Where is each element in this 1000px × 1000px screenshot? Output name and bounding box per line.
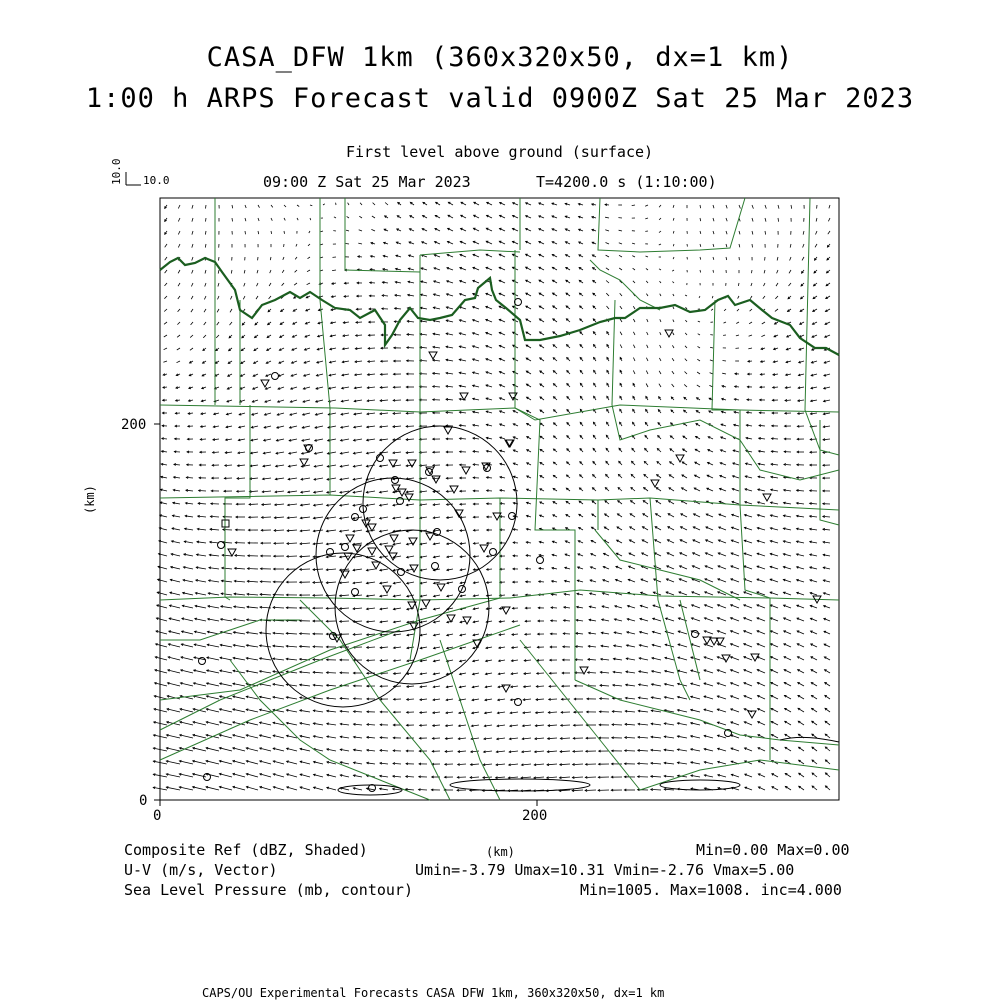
- wind-vector: [248, 569, 259, 570]
- wind-vector: [284, 231, 285, 234]
- wind-vector: [206, 205, 207, 209]
- wind-vector: [585, 790, 596, 791]
- legend-slp-range: Min=1005. Max=1008. inc=4.000: [580, 881, 842, 899]
- y-tick-0: 0: [139, 793, 148, 809]
- subtitle-elapsed: T=4200.0 s (1:10:00): [536, 173, 717, 191]
- x-axis-label: (km): [486, 845, 515, 859]
- x-tick-0: 0: [153, 808, 162, 824]
- wind-vector: [612, 725, 622, 726]
- title-line-2: 1:00 h ARPS Forecast valid 0900Z Sat 25 Mar 2023: [85, 83, 915, 114]
- footer-credit: CAPS/OU Experimental Forecasts CASA DFW 1km, 360x320x50, dx=1 km: [202, 986, 665, 1000]
- vector-scale-vertical-label: 10.0: [110, 158, 123, 185]
- wind-vector: [206, 218, 207, 222]
- wind-vector: [585, 777, 596, 778]
- subtitle-level: First level above ground (surface): [346, 143, 654, 161]
- legend-uv-range: Umin=-3.79 Umax=10.31 Vmin=-2.76 Vmax=5.00: [415, 861, 795, 879]
- legend-composite-ref: Composite Ref (dBZ, Shaded): [124, 841, 368, 859]
- legend-composite-ref-range: Min=0.00 Max=0.00: [696, 841, 850, 859]
- wind-vector: [346, 244, 349, 245]
- wind-vector: [219, 257, 220, 261]
- wind-vector: [223, 530, 232, 531]
- vector-scale: [110, 159, 170, 188]
- wind-vector: [300, 569, 310, 570]
- legend-uv: U-V (m/s, Vector): [124, 861, 278, 879]
- x-tick-200: 200: [522, 808, 548, 824]
- wind-vector: [245, 231, 246, 234]
- wind-vector: [752, 270, 753, 273]
- y-tick-200: 200: [121, 417, 147, 433]
- wind-vector: [300, 634, 310, 635]
- wind-vector: [723, 361, 727, 362]
- title-line-1: CASA_DFW 1km (360x320x50, dx=1 km): [206, 42, 794, 73]
- wind-vector: [286, 621, 297, 622]
- wind-vector: [260, 582, 271, 583]
- wind-vector: [573, 751, 583, 752]
- wind-vector: [713, 270, 714, 273]
- wind-vector: [752, 244, 753, 247]
- wind-vector: [232, 218, 233, 221]
- legend-slp: Sea Level Pressure (mb, contour): [124, 881, 413, 899]
- y-axis-label: (km): [83, 485, 97, 514]
- vector-scale-horizontal-label: 10.0: [143, 174, 170, 187]
- wind-vector: [625, 751, 635, 752]
- subtitle-valid-time: 09:00 Z Sat 25 Mar 2023: [263, 173, 471, 191]
- wind-vector: [287, 556, 297, 557]
